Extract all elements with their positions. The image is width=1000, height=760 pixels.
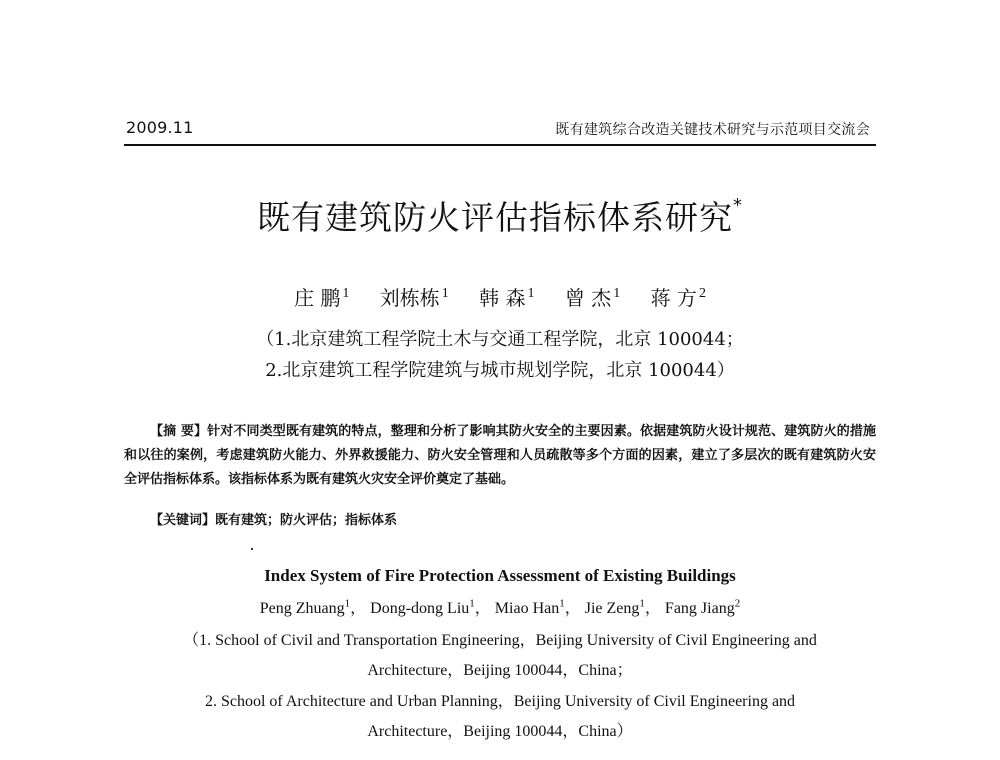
en-author: [664, 597, 741, 617]
cn-author-name: 韩 森: [479, 286, 526, 310]
en-author-aff: 1: [559, 597, 565, 610]
en-author-separator: ，: [564, 600, 581, 617]
cn-author: [294, 282, 349, 311]
paper-title-text: 既有建筑防火评估指标体系研究: [257, 198, 733, 237]
cn-author-aff: 1: [342, 286, 350, 302]
en-author-aff: 1: [344, 597, 351, 610]
running-header: [124, 118, 876, 142]
en-author: [584, 597, 661, 617]
en-affiliation-line: （1. School of Civil and Transportation Engineering，Beijing University of Civil Engineering and: [183, 632, 817, 649]
cn-author-aff: 1: [613, 286, 621, 302]
cn-author-list: [0, 282, 1000, 311]
en-affiliation-line: Architecture，Beijing 100044，China；: [367, 662, 633, 679]
paper-title: [0, 192, 1000, 239]
cn-affiliation-1: （1.北京建筑工程学院土木与交通工程学院，北京 100044；: [256, 329, 744, 350]
en-author-name: Miao Han: [494, 600, 560, 617]
cn-author-aff: 1: [527, 286, 535, 302]
cn-author-aff: 1: [441, 286, 449, 302]
keywords: [150, 509, 397, 528]
en-author-separator: ，: [644, 600, 661, 617]
cn-author-aff: 2: [698, 286, 706, 302]
english-title: Index System of Fire Protection Assessment of Existing Buildings: [264, 566, 736, 585]
cn-affiliation-2: 2.北京建筑工程学院建筑与城市规划学院，北京 100044）: [265, 360, 735, 381]
header-rule: [124, 144, 876, 146]
cn-author: [565, 282, 620, 311]
en-author-aff: 2: [734, 597, 741, 610]
en-affiliation-line: Architecture，Beijing 100044，China）: [367, 723, 633, 740]
header-conference-name: 既有建筑综合改造关键技术研究与示范项目交流会: [555, 122, 870, 138]
keywords-label: 【关键词】: [150, 513, 216, 528]
keywords-text: 既有建筑；防火评估；指标体系: [215, 513, 398, 528]
en-author-name: Peng Zhuang: [259, 600, 345, 617]
title-footnote-mark: *: [733, 195, 743, 216]
en-author-name: Dong-dong Liu: [370, 600, 470, 617]
abstract-label: 【摘 要】: [150, 424, 208, 439]
cn-author: [651, 282, 706, 311]
header-date: 2009.11: [126, 118, 194, 137]
en-author: [494, 597, 581, 617]
cn-author: [380, 282, 449, 311]
en-author: [370, 597, 491, 617]
abstract-paragraph: [124, 420, 876, 492]
en-author-name: Jie Zeng: [584, 600, 640, 617]
en-author-list: [0, 595, 1000, 618]
scan-speck: [251, 548, 253, 550]
en-author-aff: 1: [639, 597, 645, 610]
cn-author: [479, 282, 534, 311]
en-affiliation-line: 2. School of Architecture and Urban Planning，Beijing University of Civil Engineering and: [204, 693, 796, 710]
cn-author-name: 曾 杰: [564, 286, 612, 310]
cn-author-name: 刘栋栋: [379, 286, 440, 310]
en-author-aff: 1: [469, 597, 475, 610]
abstract: [124, 420, 876, 492]
en-author: [259, 597, 367, 617]
en-author-separator: ，: [474, 600, 491, 617]
en-author-name: Fang Jiang: [664, 600, 735, 617]
cn-author-name: 庄 鹏: [294, 286, 341, 310]
en-author-separator: ，: [350, 600, 367, 617]
abstract-text: 针对不同类型既有建筑的特点，整理和分析了影响其防火安全的主要因素。依据建筑防火设计规范、建筑防火的措施和以往的案例，考虑建筑防火能力、外界救援能力、防火安全管理和人员疏散等多个方面的因素，建立了多层次的既有建筑防火安全评估指标体系。该指标体系为既有建筑火灾安全评价奠定了基础。: [124, 424, 876, 487]
cn-author-name: 蒋 方: [650, 286, 697, 310]
